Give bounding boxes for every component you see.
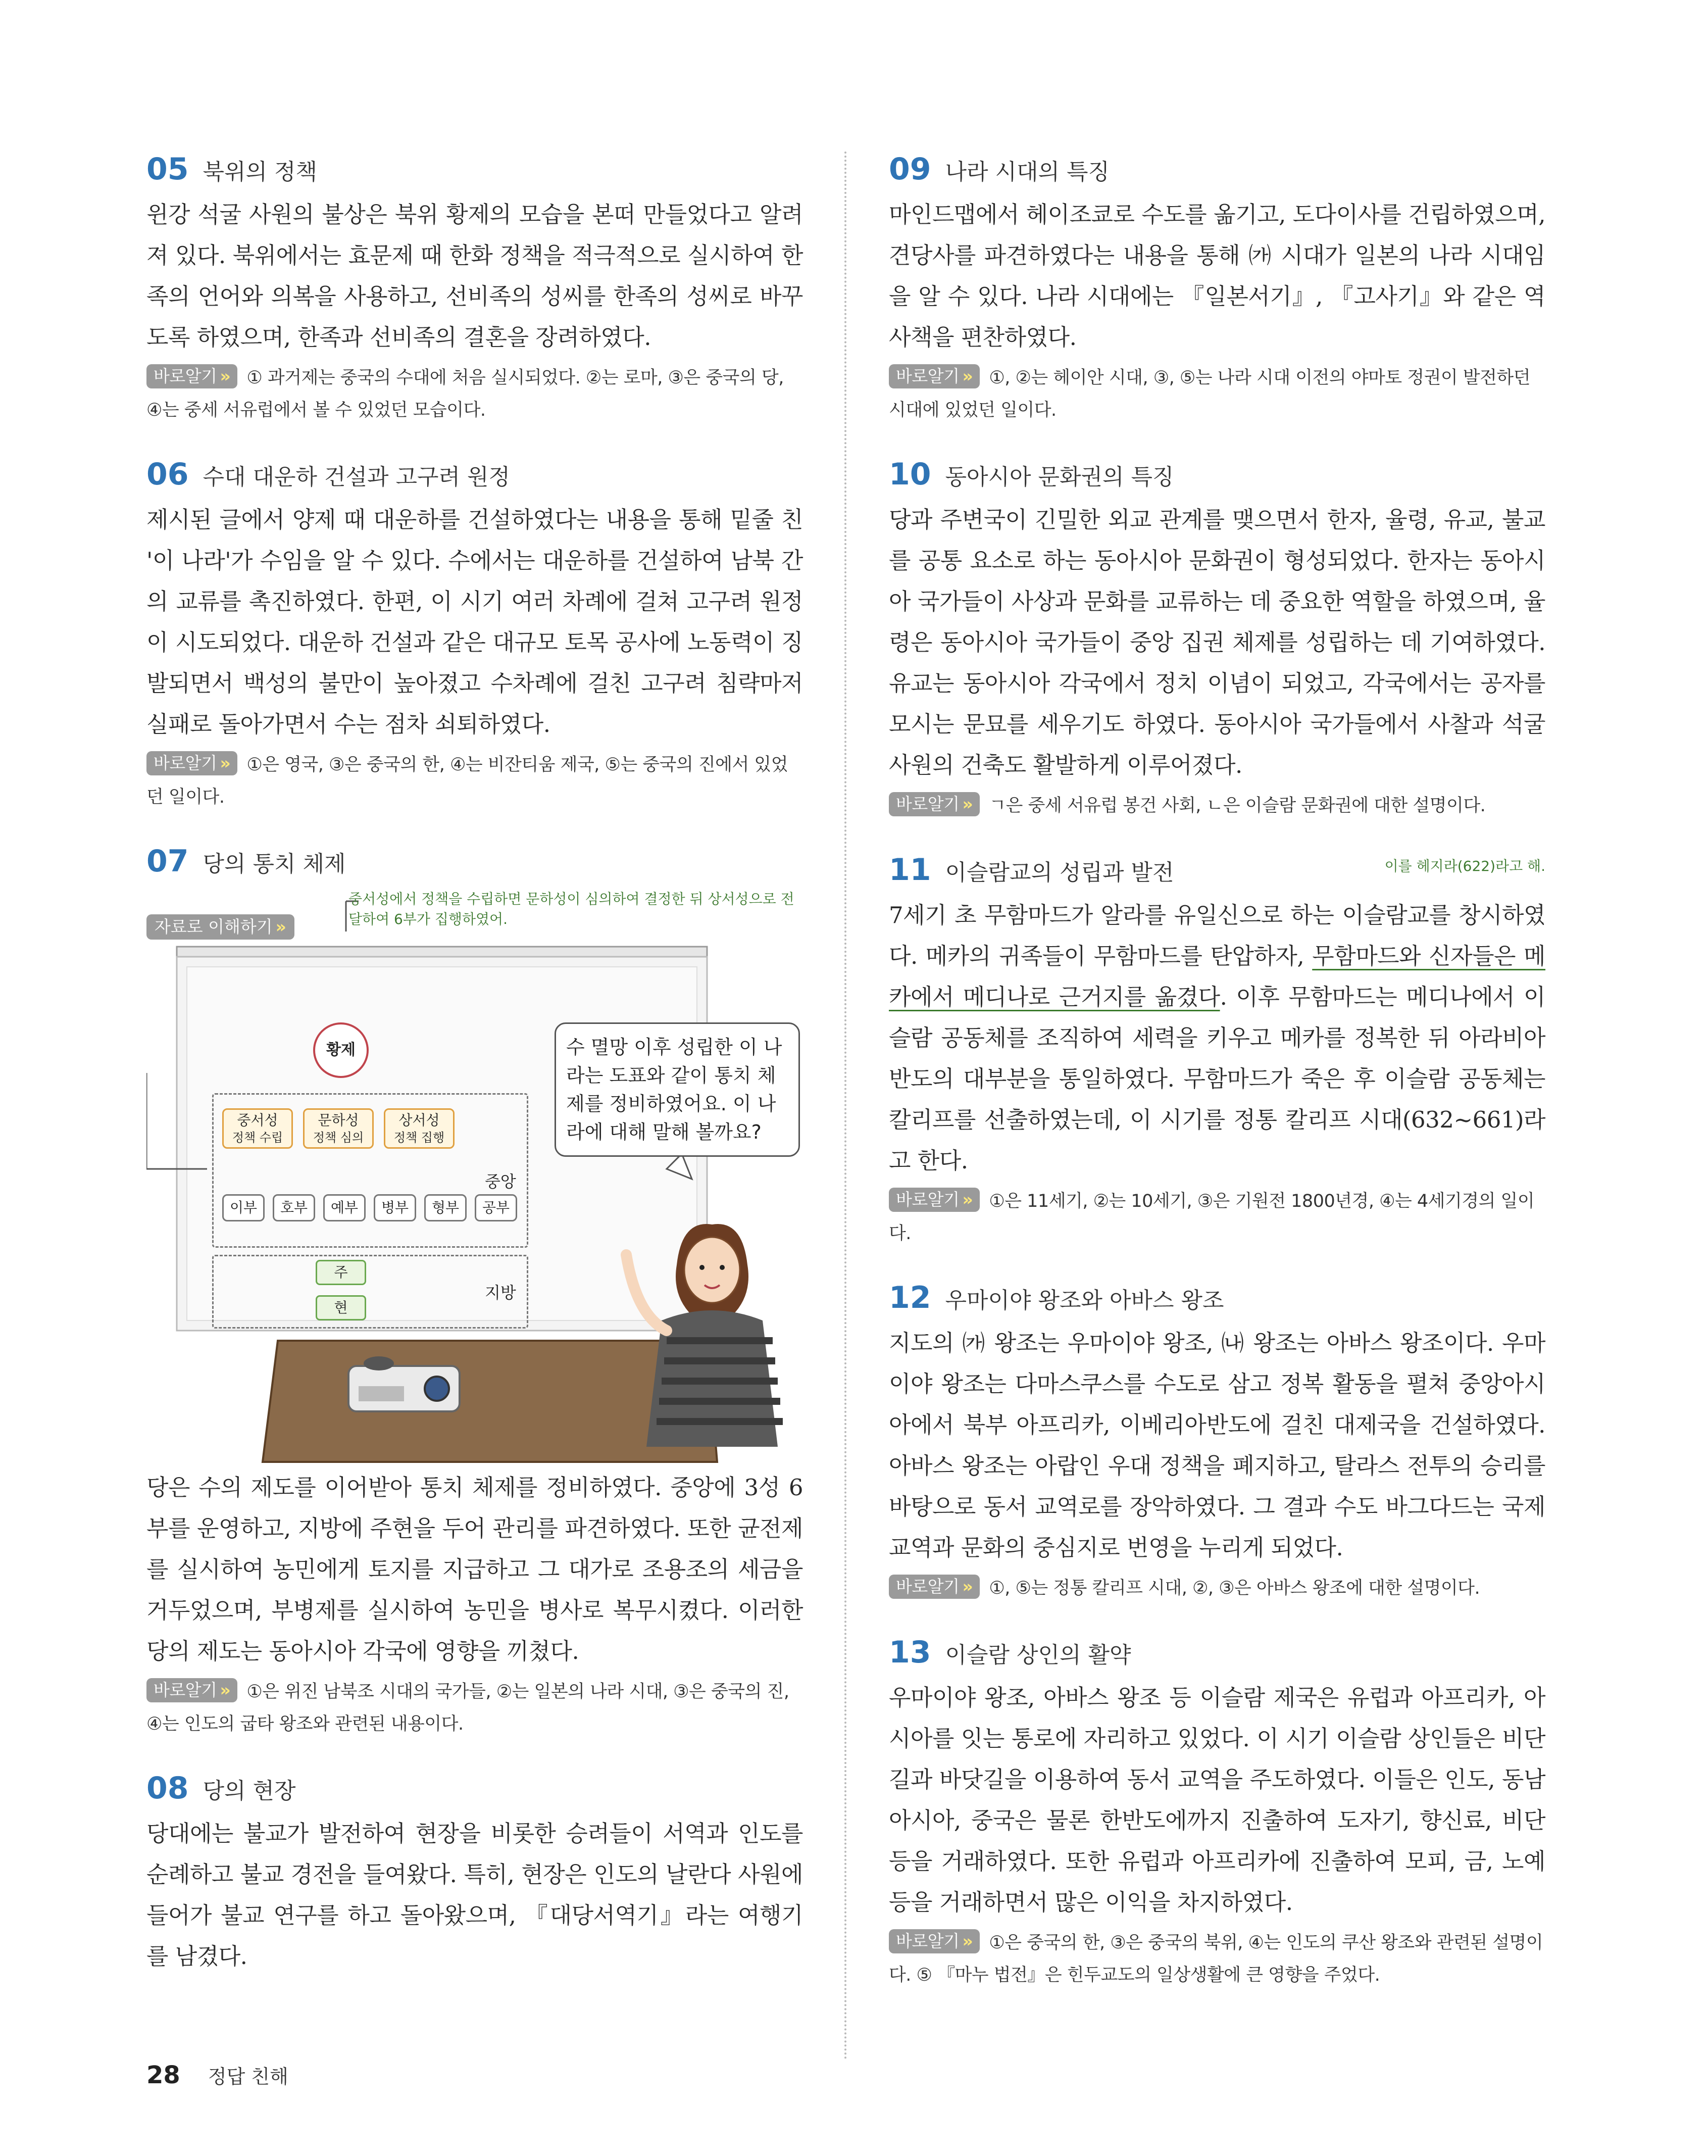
section-title: 당의 현장 xyxy=(203,1778,296,1804)
section-10 xyxy=(889,457,1545,822)
section-body: 당대에는 불교가 발전하여 현장을 비롯한 승려들이 서역과 인도를 순례하고 불교 경전을 들여왔다. 특히, 현장은 인도의 날란다 사원에 들어가 불교 연구를 하고 돌아왔으며, 『대당서역기』라는 여행기를 남겼다. xyxy=(146,1820,803,1970)
emperor-node: 황제 xyxy=(313,1022,369,1078)
section-body: 윈강 석굴 사원의 불상은 북위 황제의 모습을 본떠 만들었다고 알려져 있다. 북위에서는 효문제 때 한화 정책을 적극적으로 실시하여 한족의 언어와 의복을 사용하고, 선비족의 성씨를 한족의 성씨로 바꾸도록 하였으며, 한족과 선비족의 결혼을 장려하였다. xyxy=(146,201,803,351)
left-column xyxy=(146,152,803,2007)
section-06 xyxy=(146,457,803,813)
answer-badge: 바로알기 » xyxy=(889,792,980,816)
section-body: 지도의 ㈎ 왕조는 우마이야 왕조, ㈏ 왕조는 아바스 왕조이다. 우마이야 왕조는 다마스쿠스를 수도로 삼고 정복 활동을 펼쳐 중앙아시아에서 북부 아프리카, 이베리아반도에 걸친 대제국을 건설하였다. 아바스 왕조는 아랍인 우대 정책을 폐지하고, 탈라스 전투의 승리를 바탕으로 동서 교역로를 장악하였다. 그 결과 수도 바그다드는 국제 교역과 문화의 중심지로 번영을 누리게 되었다. xyxy=(889,1330,1545,1561)
answer-badge: 바로알기 » xyxy=(889,1929,980,1953)
answer-note xyxy=(889,790,1545,822)
answer-text: ①, ⑤는 정통 칼리프 시대, ②, ③은 아바스 왕조에 대한 설명이다. xyxy=(989,1578,1480,1598)
local-node: 현 xyxy=(316,1295,366,1320)
chevron-right-icon: » xyxy=(220,1680,231,1700)
speech-bubble: 수 멸망 이후 성립한 이 나라는 도표와 같이 통치 체제를 정비하였어요. 이 나라에 대해 말해 볼까요? xyxy=(555,1022,800,1157)
central-label: 중앙 xyxy=(485,1172,516,1191)
dept-node: 상서성 정책 집행 xyxy=(384,1108,455,1149)
answer-text: ㄱ은 중세 서유럽 봉건 사회, ㄴ은 이슬람 문화권에 대한 설명이다. xyxy=(989,796,1486,816)
section-13 xyxy=(889,1635,1545,1991)
bu-node: 형부 xyxy=(424,1194,467,1221)
section-11 xyxy=(889,852,1545,1250)
section-title: 이슬람 상인의 활약 xyxy=(945,1642,1131,1668)
section-title: 당의 통치 체제 xyxy=(203,851,346,877)
section-number: 13 xyxy=(889,1635,931,1670)
local-area-box xyxy=(212,1255,528,1329)
bu-node: 예부 xyxy=(323,1194,366,1221)
answer-badge: 바로알기 » xyxy=(146,364,237,388)
figure-badge: 자료로 이해하기 » xyxy=(146,914,294,940)
answer-note xyxy=(146,1676,803,1740)
bu-node: 병부 xyxy=(374,1194,416,1221)
answer-note xyxy=(146,362,803,426)
chevron-right-icon: » xyxy=(275,917,286,937)
hijra-note: 이를 헤지라(622)라고 해. xyxy=(1384,858,1545,874)
chevron-right-icon: » xyxy=(962,1577,973,1596)
section-number: 11 xyxy=(889,852,931,888)
section-07 xyxy=(146,844,803,1740)
bu-node: 공부 xyxy=(475,1194,517,1221)
answer-text: ①은 11세기, ②는 10세기, ③은 기원전 1800년경, ④는 4세기경의 일이다. xyxy=(889,1191,1535,1244)
answer-badge: 바로알기 » xyxy=(146,1678,237,1702)
section-number: 07 xyxy=(146,844,189,879)
chevron-right-icon: » xyxy=(962,366,973,386)
section-number: 12 xyxy=(889,1280,931,1315)
section-title: 동아시아 문화권의 특징 xyxy=(945,464,1174,490)
chevron-right-icon: » xyxy=(962,1931,973,1951)
section-title: 나라 시대의 특징 xyxy=(945,159,1110,185)
underlined-text: 무함마드와 신자들은 메카에서 메디나로 근거지를 옮겼다 xyxy=(889,943,1546,1010)
answer-note xyxy=(889,362,1545,426)
answer-badge: 바로알기 » xyxy=(889,1575,980,1599)
figure-note: 중서성에서 정책을 수립하면 문하성이 심의하여 결정한 뒤 상서성으로 전달하여 6부가 집행하였어. xyxy=(348,891,794,927)
right-column xyxy=(889,152,1545,2022)
section-body: 제시된 글에서 양제 때 대운하를 건설하였다는 내용을 통해 밑줄 친 '이 나라'가 수임을 알 수 있다. 수에서는 대운하를 건설하여 남북 간의 교류를 촉진하였다. 한편, 이 시기 여러 차례에 걸쳐 고구려 원정이 시도되었다. 대운하 건설과 같은 대규모 토목 공사에 노동력이 징발되면서 백성의 불만이 높아졌고 수차례에 걸친 고구려 침략마저 실패로 돌아가면서 수는 점차 쇠퇴하였다. xyxy=(146,506,803,738)
answer-text: ①은 영국, ③은 중국의 한, ④는 비잔티움 제국, ⑤는 중국의 진에서 있었던 일이다. xyxy=(146,755,788,807)
column-divider xyxy=(844,152,846,2061)
page-number: 28 xyxy=(146,2061,180,2089)
answer-text: ①, ②는 헤이안 시대, ③, ⑤는 나라 시대 이전의 야마토 정권이 발전하던 시대에 있었던 일이다. xyxy=(889,368,1531,420)
answer-badge: 바로알기 » xyxy=(889,364,980,388)
local-label: 지방 xyxy=(485,1283,516,1302)
answer-note xyxy=(889,1572,1545,1604)
section-number: 10 xyxy=(889,457,931,492)
section-number: 08 xyxy=(146,1771,189,1806)
section-body: 당은 수의 제도를 이어받아 통치 체제를 정비하였다. 중앙에 3성 6부를 운영하고, 지방에 주현을 두어 관리를 파견하였다. 또한 균전제를 실시하여 농민에게 토지를 지급하고 그 대가로 조용조의 세금을 거두었으며, 부병제를 실시하여 농민을 병사로 복무시켰다. 이러한 당의 제도는 동아시아 각국에 영향을 끼쳤다. xyxy=(146,1474,803,1664)
governance-figure xyxy=(146,886,803,1467)
section-body: 7세기 초 무함마드가 알라를 유일신으로 하는 이슬람교를 창시하였다. 메카의 귀족들이 무함마드를 탄압하자, 무함마드와 신자들은 메카에서 메디나로 근거지를 옮겼다. 이후 무함마드는 메디나에서 이슬람 공동체를 조직하여 세력을 키우고 메카를 정복한 뒤 아라비아반도의 대부분을 통일하였다. 무함마드가 죽은 후 이슬람 공동체는 칼리프를 선출하였는데, 이 시기를 정통 칼리프 시대(632~661)라고 한다. xyxy=(889,902,1546,1174)
answer-badge: 바로알기 » xyxy=(146,751,237,775)
section-title: 북위의 정책 xyxy=(203,159,318,185)
answer-text: ① 과거제는 중국의 수대에 처음 실시되었다. ②는 로마, ③은 중국의 당, ④는 중세 서유럽에서 볼 수 있었던 모습이다. xyxy=(146,368,784,420)
section-number: 05 xyxy=(146,152,189,187)
page-footer xyxy=(146,2061,288,2089)
governance-chart xyxy=(202,1017,556,1331)
section-05 xyxy=(146,152,803,426)
section-08 xyxy=(146,1771,803,1977)
section-title: 우마이야 왕조와 아바스 왕조 xyxy=(945,1288,1224,1313)
dept-node: 문하성 정책 심의 xyxy=(303,1108,374,1149)
book-title: 정답 친해 xyxy=(208,2066,288,2088)
section-title: 이슬람교의 성립과 발전 xyxy=(945,860,1174,886)
section-body: 우마이야 왕조, 아바스 왕조 등 이슬람 제국은 유럽과 아프리카, 아시아를 잇는 통로에 자리하고 있었다. 이 시기 이슬람 상인들은 비단길과 바닷길을 이용하여 동서 교역을 주도하였다. 이들은 인도, 동남아시아, 중국은 물론 한반도에까지 진출하여 도자기, 향신료, 비단 등을 거래하였다. 또한 유럽과 아프리카에 진출하여 모피, 금, 노예 등을 거래하면서 많은 이익을 차지하였다. xyxy=(889,1684,1545,1916)
section-title: 수대 대운하 건설과 고구려 원정 xyxy=(203,464,510,490)
section-09 xyxy=(889,152,1545,426)
answer-text: ①은 위진 남북조 시대의 국가들, ②는 일본의 나라 시대, ③은 중국의 진, ④는 인도의 굽타 왕조와 관련된 내용이다. xyxy=(146,1682,789,1734)
answer-badge: 바로알기 » xyxy=(889,1188,980,1212)
chevron-right-icon: » xyxy=(962,794,973,814)
local-node: 주 xyxy=(316,1260,366,1285)
section-number: 09 xyxy=(889,152,931,187)
answer-note xyxy=(146,749,803,813)
answer-text: ①은 중국의 한, ③은 중국의 북위, ④는 인도의 쿠산 왕조와 관련된 설명이다. ⑤ 『마누 법전』은 힌두교도의 일상생활에 큰 영향을 주었다. xyxy=(889,1933,1543,1985)
chevron-right-icon: » xyxy=(962,1190,973,1209)
answer-note xyxy=(889,1927,1545,1991)
section-12 xyxy=(889,1280,1545,1604)
section-number: 06 xyxy=(146,457,189,492)
answer-note xyxy=(889,1185,1545,1250)
section-body: 마인드맵에서 헤이조쿄로 수도를 옮기고, 도다이사를 건립하였으며, 견당사를 파견하였다는 내용을 통해 ㈎ 시대가 일본의 나라 시대임을 알 수 있다. 나라 시대에는 『일본서기』, 『고사기』와 같은 역사책을 편찬하였다. xyxy=(889,201,1545,351)
dept-node: 중서성 정책 수립 xyxy=(222,1108,293,1149)
bu-node: 호부 xyxy=(273,1194,315,1221)
chevron-right-icon: » xyxy=(220,753,231,773)
section-body: 당과 주변국이 긴밀한 외교 관계를 맺으면서 한자, 율령, 유교, 불교를 공통 요소로 하는 동아시아 문화권이 형성되었다. 한자는 동아시아 국가들이 사상과 문화를 교류하는 데 중요한 역할을 하였으며, 율령은 동아시아 국가들이 중앙 집권 체제를 성립하는 데 기여하였다. 유교는 동아시아 각국에서 정치 이념이 되었고, 각국에서는 공자를 모시는 문묘를 세우기도 하였다. 동아시아 국가들에서 사찰과 석굴 사원의 건축도 활발하게 이루어졌다. xyxy=(889,506,1545,778)
bu-node: 이부 xyxy=(222,1194,265,1221)
chevron-right-icon: » xyxy=(220,366,231,386)
